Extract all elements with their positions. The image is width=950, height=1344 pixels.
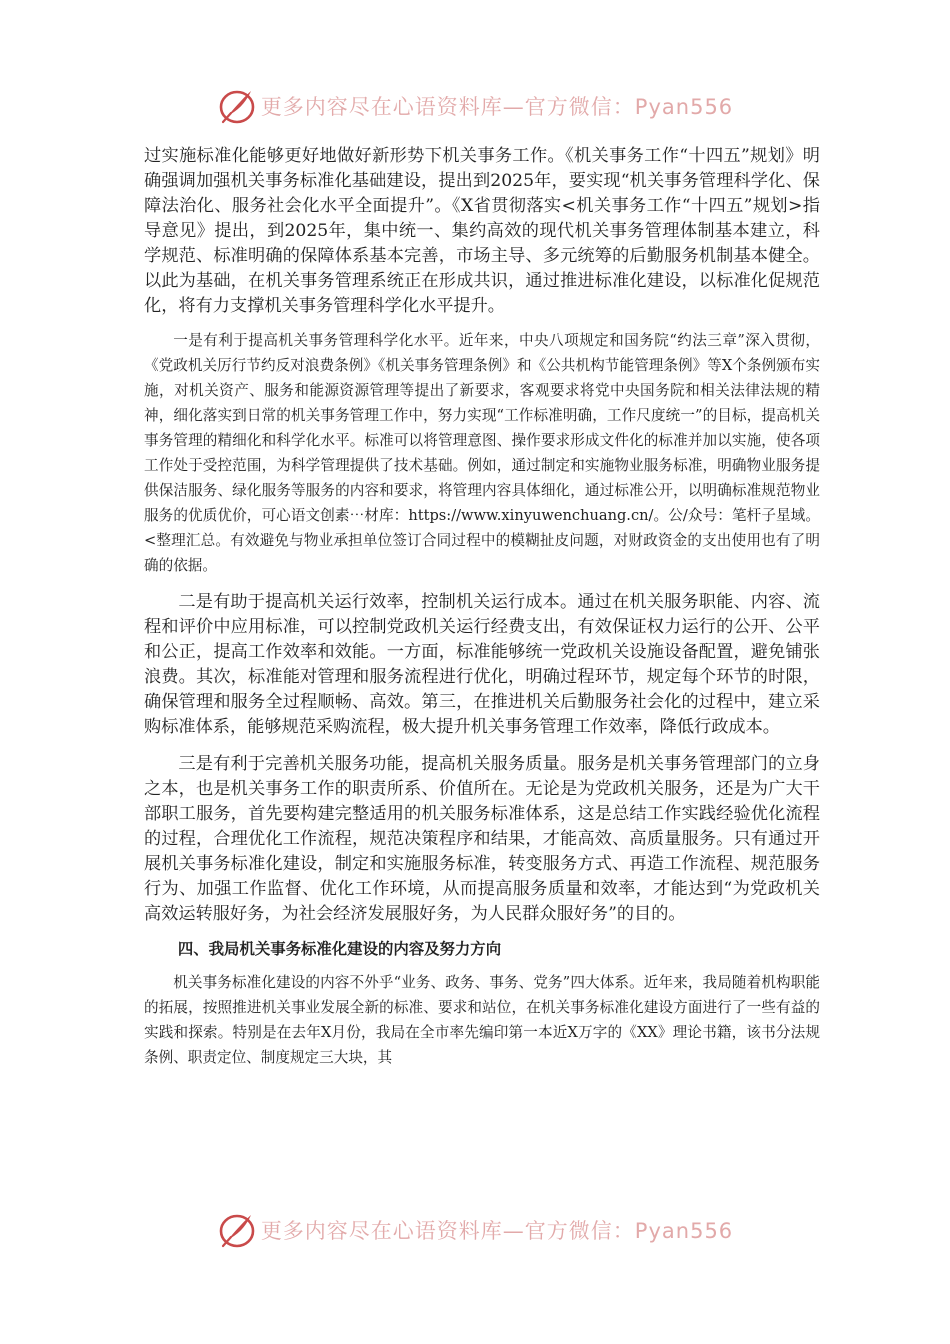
document-body xyxy=(144,144,820,1070)
paragraph-intro: 过实施标准化能够更好地做好新形势下机关事务工作。《机关事务工作“十四五”规划》明确强调加强机关事务标准化基础建设，提出到2025年，要实现“机关事务管理科学化、保障法治化、服务社会化水平全面提升”。《X省贯彻落实<机关事务工作“十四五”规划>指导意见》提出，到2025年，集中统一、集约高效的现代机关事务管理体制基本建立，科学规范、标准明确的保障体系基本完善，市场主导、多元统筹的后勤服务机制基本健全。以此为基础，在机关事务管理系统正在形成共识，通过推进标准化建设，以标准化促规范化，将有力支撑机关事务管理科学化水平提升。 xyxy=(144,146,820,316)
watermark-text: 更多内容尽在心语资料库—官方微信：Pyan556 xyxy=(260,95,734,119)
header-watermark xyxy=(0,84,950,128)
feather-pen-icon xyxy=(217,86,257,126)
paragraph-four: 机关事务标准化建设的内容不外乎“业务、政务、事务、党务”四大体系。近年来，我局随着机构职能的拓展，按照推进机关事业发展全新的标准、要求和站位，在机关事务标准化建设方面进行了一些有益的实践和探索。特别是在去年X月份，我局在全市率先编印第一本近X万字的《XX》理论书籍，该书分法规条例、职责定位、制度规定三大块，其 xyxy=(144,974,820,1066)
watermark-text: 更多内容尽在心语资料库—官方微信：Pyan556 xyxy=(260,1219,734,1243)
feather-pen-icon xyxy=(217,1210,257,1250)
paragraph-two: 二是有助于提高机关运行效率，控制机关运行成本。通过在机关服务职能、内容、流程和评价中应用标准，可以控制党政机关运行经费支出，有效保证权力运行的公开、公平和公正，提高工作效率和效能。一方面，标准能够统一党政机关设施设备配置，避免铺张浪费。其次，标准能对管理和服务流程进行优化，明确过程环节，规定每个环节的时限，确保管理和服务全过程顺畅、高效。第三，在推进机关后勤服务社会化的过程中，建立采购标准体系，能够规范采购流程，极大提升机关事务管理工作效率，降低行政成本。 xyxy=(144,592,820,737)
paragraph-one: 一是有利于提高机关事务管理科学化水平。近年来，中央八项规定和国务院“约法三章”深入贯彻，《党政机关厉行节约反对浪费条例》《机关事务管理条例》和《公共机构节能管理条例》等X个条例颁布实施，对机关资产、服务和能源资源管理等提出了新要求，客观要求将党中央国务院和相关法律法规的精神，细化落实到日常的机关事务管理工作中，努力实现“工作标准明确，工作尺度统一”的目标，提高机关事务管理的精细化和科学化水平。标准可以将管理意图、操作要求形成文件化的标准并加以实施，使各项工作处于受控范围，为科学管理提供了技术基础。例如，通过制定和实施物业服务标准，明确物业服务提供保洁服务、绿化服务等服务的内容和要求，将管理内容具体细化，通过标准公开，以明确标准规范物业服务的优质优价，可心语文创素⋯材库：https://www.xinyuwenchuang.cn/。公/众号：笔杆子星域。<整理汇总。有效避免与物业承担单位签订合同过程中的模糊扯皮问题，对财政资金的支出使用也有了明确的依据。 xyxy=(144,332,820,574)
section-heading-four: 四、我局机关事务标准化建设的内容及努力方向 xyxy=(177,940,502,958)
paragraph-three: 三是有利于完善机关服务功能，提高机关服务质量。服务是机关事务管理部门的立身之本，也是机关事务工作的职责所系、价值所在。无论是为党政机关服务，还是为广大干部职工服务，首先要构建完整适用的机关服务标准体系，这是总结工作实践经验优化流程的过程，合理优化工作流程，规范决策程序和结果，才能高效、高质量服务。只有通过开展机关事务标准化建设，制定和实施服务标准，转变服务方式、再造工作流程、规范服务行为、加强工作监督、优化工作环境，从而提高服务质量和效率，才能达到“为党政机关高效运转服好务，为社会经济发展服好务，为人民群众服好务”的目的。 xyxy=(144,754,820,924)
footer-watermark xyxy=(0,1208,950,1252)
